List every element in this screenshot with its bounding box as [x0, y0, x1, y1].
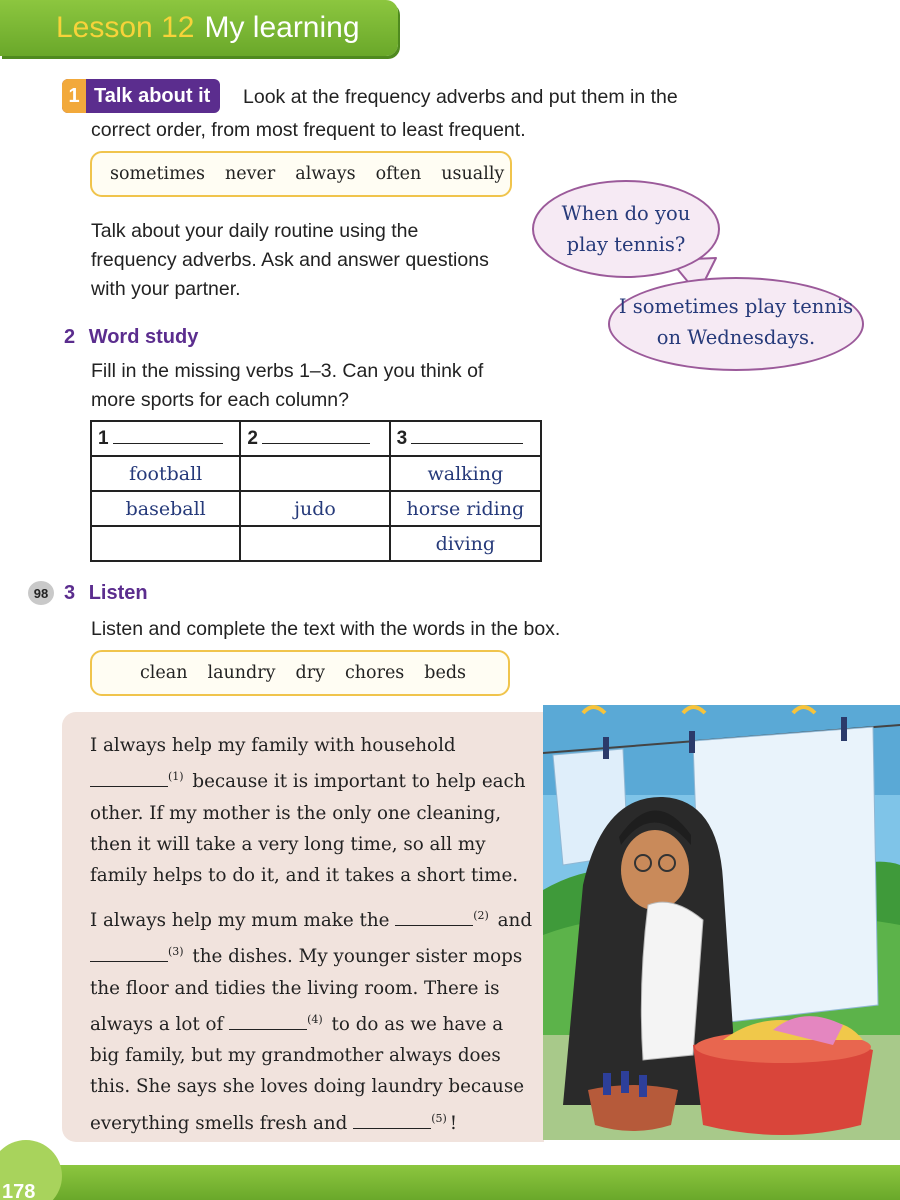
- table-row: [91, 456, 541, 491]
- talk-line: with your partner.: [91, 278, 241, 300]
- table-cell: diving: [390, 526, 541, 561]
- table-cell: walking: [390, 456, 541, 491]
- footer-bar: [0, 1165, 900, 1200]
- question-line: play tennis?: [566, 233, 686, 256]
- answer-line: on Wednesdays.: [656, 326, 816, 349]
- lesson-title-bar: [0, 0, 398, 56]
- answer-gap[interactable]: [90, 771, 168, 787]
- adverb-word: never: [225, 164, 276, 184]
- talk-instructions: [91, 217, 541, 304]
- table-header-row: [91, 421, 541, 456]
- adverb-word-box: [90, 151, 512, 197]
- section-2-title: Word study: [88, 326, 199, 348]
- question-speech-bubble: [532, 180, 720, 278]
- answer-gap[interactable]: [395, 910, 473, 926]
- table-cell: football: [91, 456, 240, 491]
- column-header: 1: [91, 421, 240, 456]
- section-1-number: 1: [62, 79, 86, 113]
- table-cell: judo: [240, 491, 389, 526]
- section-3-instruction: Listen and complete the text with the words in the box.: [91, 618, 561, 640]
- verb-blank[interactable]: [262, 428, 370, 444]
- chore-word: chores: [344, 663, 405, 683]
- section-1-instruction-line2: correct order, from most frequent to least frequent.: [91, 119, 526, 141]
- adverb-word: always: [295, 164, 356, 184]
- chore-word: clean: [140, 663, 188, 683]
- adverb-word: sometimes: [110, 164, 206, 184]
- grandmother-laundry-illustration: [543, 703, 900, 1140]
- section-3-number: 3: [64, 582, 76, 604]
- section-1-label: Talk about it: [94, 84, 211, 107]
- table-cell[interactable]: [240, 456, 389, 491]
- chores-word-box: [90, 650, 510, 696]
- adverb-word: often: [375, 164, 422, 184]
- chore-word: laundry: [207, 663, 276, 683]
- verb-blank[interactable]: [411, 428, 523, 444]
- section-1-header: [62, 79, 220, 113]
- page-number: 178: [2, 1181, 36, 1200]
- table-cell[interactable]: [91, 526, 240, 561]
- answer-gap[interactable]: [90, 946, 168, 962]
- table-row: [91, 491, 541, 526]
- table-row: [91, 526, 541, 561]
- section-1-instruction-line1: Look at the frequency adverbs and put them in the: [243, 86, 678, 108]
- question-line: When do you: [561, 202, 691, 225]
- reading-passage-panel: [62, 712, 544, 1142]
- answer-gap[interactable]: [229, 1014, 307, 1030]
- laundry-scene: [543, 705, 900, 1140]
- adverb-word: usually: [441, 164, 505, 184]
- audio-track-badge[interactable]: 98: [28, 581, 54, 605]
- section-2-number: 2: [64, 326, 76, 348]
- talk-line: frequency adverbs. Ask and answer questions: [91, 249, 489, 271]
- answer-line: I sometimes play tennis: [618, 295, 854, 318]
- section-3-header: [64, 582, 148, 605]
- verb-sports-table: [90, 420, 542, 562]
- reading-paragraph-2: I always help my mum make the $^{(2)}$ and $^{(3)}$ the dishes. My younger sister mops the floor and tidies the living room. There is always a lot of $^{(4)}$ to do as we have a big family, but my grandmother always does this. She says she loves doing laundry because everything smells fresh and $^{(5)}$ !: [90, 909, 533, 1134]
- column-header: 2: [240, 421, 389, 456]
- lesson-title: My learning: [204, 11, 360, 44]
- reading-paragraph-1: I always help my family with household $^{(1)}$ because it is important to help each other. If my mother is the only one cleaning, then it will take a very long time, so all my family helps to do it, and it takes a short time.: [90, 735, 526, 886]
- section-2-header: [64, 326, 198, 349]
- instruction-line: Fill in the missing verbs 1–3. Can you think of: [91, 360, 484, 382]
- answer-gap[interactable]: [353, 1113, 431, 1129]
- talk-about-it-badge: [62, 79, 220, 113]
- lesson-number: Lesson 12: [56, 11, 195, 44]
- table-cell[interactable]: [240, 526, 389, 561]
- section-3-title: Listen: [88, 582, 148, 604]
- chore-word: dry: [295, 663, 325, 683]
- table-cell: baseball: [91, 491, 240, 526]
- chore-word: beds: [424, 663, 467, 683]
- answer-speech-bubble: [608, 277, 864, 371]
- talk-line: Talk about your daily routine using the: [91, 220, 419, 242]
- column-header: 3: [390, 421, 541, 456]
- instruction-line: more sports for each column?: [91, 389, 349, 411]
- verb-blank[interactable]: [113, 428, 223, 444]
- section-2-instructions: [91, 357, 551, 415]
- table-cell: horse riding: [390, 491, 541, 526]
